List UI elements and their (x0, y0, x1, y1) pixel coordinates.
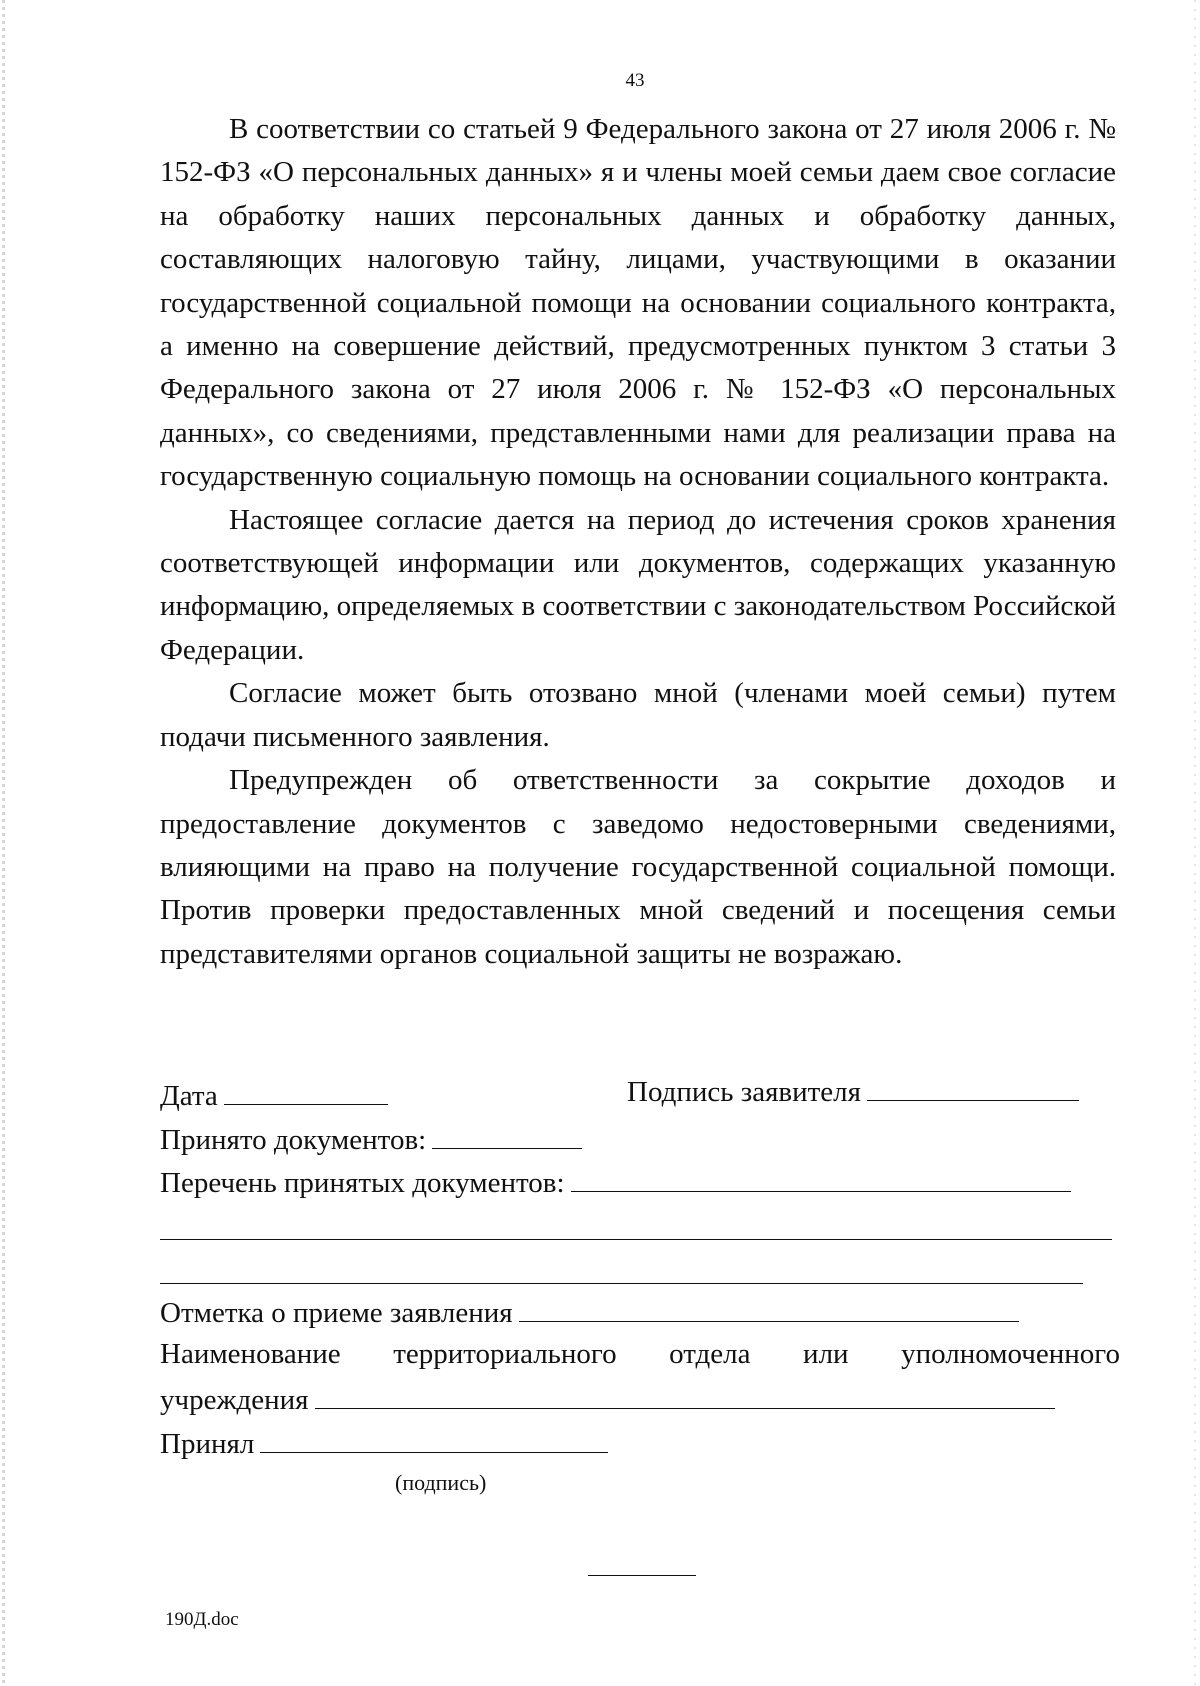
department-word: уполномоченного (901, 1338, 1120, 1370)
department-word: отдела (669, 1338, 751, 1370)
department-name-label (160, 1338, 1120, 1371)
signature-blank[interactable] (867, 1099, 1079, 1101)
signature-caption: (подпись) (395, 1470, 487, 1495)
paragraph-consent: В соответствии со статьей 9 Федерального закона от 27 июля 2006 г. № 152-ФЗ «О персональных данных» я и члены моей семьи даем свое согласие на обработку наших персональных данных и обработку данных, составляющих налоговую тайну, лицами, участвующими в оказании государственной социальной помощи на основании социального контракта, а именно на совершение действий, предусмотренных пунктом 3 статьи 3 Федерального закона от 27 июля 2006 г. № 152-ФЗ «О персональных данных», со сведениями, представленными нами для реализации права на государственную социальную помощь на основании социального контракта. (160, 113, 1116, 493)
department-word: или (803, 1338, 849, 1370)
footer-file-name: 190Д.doc (165, 1609, 239, 1630)
docs-accepted-blank[interactable] (432, 1147, 582, 1149)
accepted-by-label: Принял (160, 1428, 255, 1460)
receipt-mark-label: Отметка о приеме заявления (160, 1297, 513, 1329)
page-number: 43 (625, 70, 645, 91)
department-word: территориального (393, 1338, 617, 1370)
department-word: Наименование (160, 1338, 341, 1370)
date-label: Дата (160, 1080, 218, 1112)
accepted-by-field (160, 1428, 608, 1461)
docs-list-line-3[interactable] (160, 1283, 1083, 1284)
docs-accepted-field (160, 1124, 582, 1157)
institution-field (160, 1384, 1055, 1417)
paragraph-validity-period: Настоящее согласие дается на период до истечения сроков хранения соответствующей информации или документов, содержащих указанную информацию, определяемых в соответствии с законодательством Российской Федерации. (160, 503, 1116, 666)
docs-list-line-2[interactable] (160, 1239, 1112, 1240)
paragraph-withdrawal: Согласие может быть отозвано мной (членами моей семьи) путем подачи письменного заявления. (160, 677, 1116, 753)
signature-label: Подпись заявителя (627, 1076, 861, 1108)
receipt-mark-blank[interactable] (519, 1320, 1019, 1322)
scan-edge-left (2, 0, 5, 1686)
receipt-mark-field (160, 1297, 1019, 1330)
consent-text (160, 108, 1116, 976)
institution-label: учреждения (160, 1384, 309, 1416)
docs-list-field (160, 1167, 1071, 1200)
accepted-by-blank[interactable] (260, 1451, 608, 1453)
docs-list-label: Перечень принятых документов: (160, 1167, 565, 1199)
docs-accepted-label: Принято документов: (160, 1124, 427, 1156)
paragraph-warning: Предупрежден об ответственности за сокрытие доходов и предоставление документов с заведомо недостоверными сведениями, влияющими на право на получение государственной социальной помощи. Против проверки предоставленных мной сведений и посещения семьи представителями органов социальной защиты не возражаю. (160, 764, 1116, 970)
institution-blank[interactable] (315, 1407, 1055, 1409)
docs-list-blank[interactable] (571, 1190, 1071, 1192)
footer-divider (588, 1575, 696, 1576)
date-blank[interactable] (224, 1103, 388, 1105)
date-field (160, 1080, 388, 1113)
signature-field (627, 1076, 1079, 1109)
scan-edge-right (1194, 0, 1196, 1686)
